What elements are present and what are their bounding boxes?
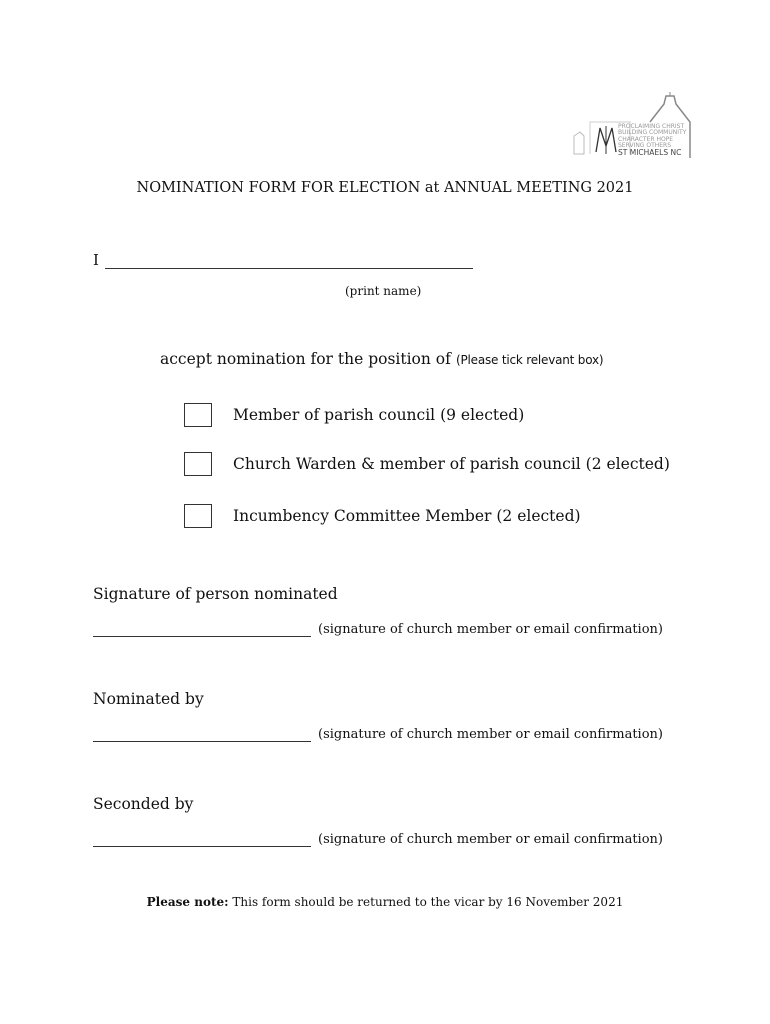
church-logo xyxy=(570,92,696,162)
option-label: Church Warden & member of parish council (2 elected) xyxy=(233,455,670,473)
seconded-by-field[interactable] xyxy=(93,834,311,847)
signature-note: (signature of church member or email confirmation) xyxy=(318,832,663,847)
logo-text-line: CHARACTER HOPE xyxy=(618,135,674,143)
option-label: Incumbency Committee Member (2 elected) xyxy=(233,507,581,525)
logo-text xyxy=(618,124,692,156)
tick-hint: (Please tick relevant box) xyxy=(456,353,604,367)
signature-nominated-field[interactable] xyxy=(93,624,311,637)
nominated-by-heading: Nominated by xyxy=(93,690,204,708)
nominated-by-field[interactable] xyxy=(93,729,311,742)
incumbency-committee-checkbox[interactable] xyxy=(184,504,212,528)
signature-note: (signature of church member or email confirmation) xyxy=(318,727,663,742)
logo-text-line: ST MICHAELS NC xyxy=(618,147,682,157)
option-incumbency-committee[interactable] xyxy=(184,504,581,528)
print-name-label: (print name) xyxy=(345,284,422,298)
nominated-by-row xyxy=(93,727,663,742)
option-church-warden[interactable] xyxy=(184,452,670,476)
seconded-by-heading: Seconded by xyxy=(93,795,194,813)
logo-text-line: BUILDING COMMUNITY xyxy=(618,129,687,137)
logo-text-line: PROCLAIMING CHRIST xyxy=(618,123,685,130)
seconded-by-row xyxy=(93,832,663,847)
footnote xyxy=(0,895,770,909)
footnote-text: This form should be returned to the vicar by 16 November 2021 xyxy=(232,895,624,909)
logo-text-line: SERVING OTHERS xyxy=(618,142,672,150)
signature-nominated-heading: Signature of person nominated xyxy=(93,585,338,603)
signature-note: (signature of church member or email confirmation) xyxy=(318,622,663,637)
name-prefix: I xyxy=(93,251,99,269)
signature-nominated-row xyxy=(93,622,663,637)
accept-nomination-text: accept nomination for the position of xyxy=(160,350,451,368)
church-warden-checkbox[interactable] xyxy=(184,452,212,476)
parish-council-checkbox[interactable] xyxy=(184,403,212,427)
print-name-field[interactable] xyxy=(105,254,473,269)
footnote-bold: Please note: xyxy=(146,895,229,909)
option-label: Member of parish council (9 elected) xyxy=(233,406,525,424)
option-parish-council[interactable] xyxy=(184,403,524,427)
name-row xyxy=(93,251,473,269)
form-title: NOMINATION FORM FOR ELECTION at ANNUAL MEETING 2021 xyxy=(136,180,634,196)
